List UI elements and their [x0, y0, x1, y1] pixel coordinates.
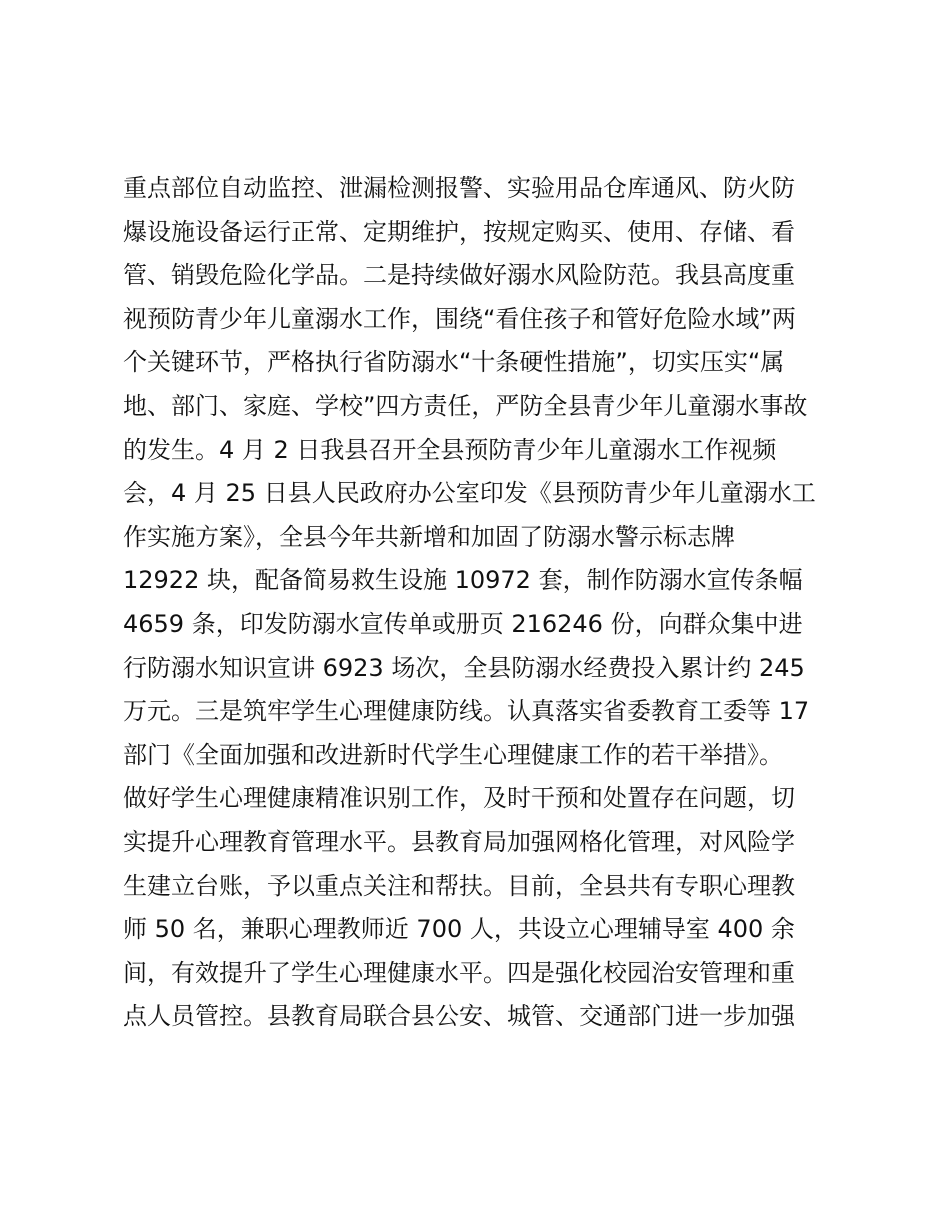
text-line: 重点部位自动监控、泄漏检测报警、实验用品仓库通风、防火防 [123, 174, 795, 202]
body-paragraph [123, 167, 843, 1039]
text-line: 爆设施设备运行正常、定期维护，按规定购买、使用、存储、看 [123, 217, 795, 246]
text-line: 会，4 月 25 日县人民政府办公室印发《县预防青少年儿童溺水工 [123, 479, 816, 508]
text-line: 万元。三是筑牢学生心理健康防线。认真落实省委教育工委等 17 [123, 697, 810, 726]
text-line: 地、部门、家庭、学校”四方责任，严防全县青少年儿童溺水事故 [123, 391, 808, 420]
text-line: 间，有效提升了学生心理健康水平。四是强化校园治安管理和重 [123, 958, 795, 987]
text-line: 个关键环节，严格执行省防溺水“十条硬性措施”，切实压实“属 [123, 348, 785, 377]
text-line: 生建立台账，予以重点关注和帮扶。目前，全县共有专职心理教 [123, 871, 795, 900]
text-line: 视预防青少年儿童溺水工作，围绕“看住孩子和管好危险水域”两 [123, 304, 796, 333]
text-line: 12922 块，配备简易救生设施 10972 套，制作防溺水宣传条幅 [123, 566, 803, 595]
text-line: 师 50 名，兼职心理教师近 700 人，共设立心理辅导室 400 余 [123, 915, 795, 944]
text-line: 管、销毁危险化学品。二是持续做好溺水风险防范。我县高度重 [123, 261, 795, 290]
text-line: 4659 条，印发防溺水宣传单或册页 216246 份，向群众集中进 [123, 609, 803, 638]
text-line: 做好学生心理健康精准识别工作，及时干预和处置存在问题，切 [123, 784, 795, 813]
text-line: 实提升心理教育管理水平。县教育局加强网格化管理，对风险学 [123, 827, 795, 856]
text-line: 点人员管控。县教育局联合县公安、城管、交通部门进一步加强 [123, 1002, 795, 1031]
text-line: 行防溺水知识宣讲 6923 场次，全县防溺水经费投入累计约 245 [123, 653, 805, 682]
text-line: 的发生。4 月 2 日我县召开全县预防青少年儿童溺水工作视频 [123, 435, 777, 464]
text-line: 部门《全面加强和改进新时代学生心理健康工作的若干举措》。 [123, 740, 783, 769]
text-line: 作实施方案》，全县今年共新增和加固了防溺水警示标志牌 [123, 522, 735, 551]
